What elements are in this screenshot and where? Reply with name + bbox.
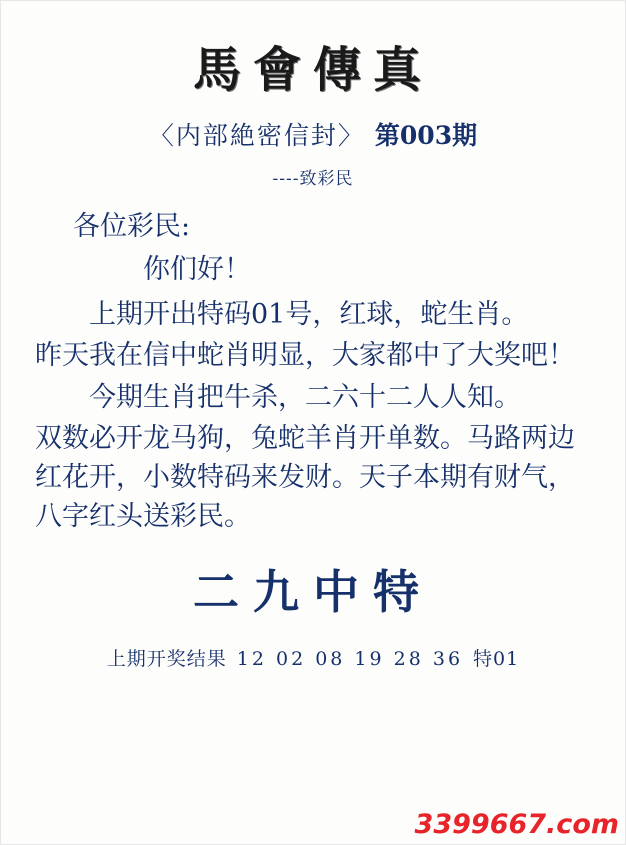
- previous-result-label: 上期开奖结果: [106, 648, 227, 671]
- subtitle-brackets: 〈内部絶密信封〉: [148, 121, 365, 150]
- dedication-line: ----致彩民: [272, 169, 354, 189]
- headline-prediction: 二九中特: [193, 565, 433, 620]
- paragraph-2: 昨天我在信中蛇肖明显，大家都中了大奖吧！: [35, 340, 575, 372]
- paragraph-3: 今期生肖把牛杀，二六十二人人知。: [89, 381, 521, 413]
- paragraph-1: 上期开出特码01号，红球，蛇生肖。: [89, 299, 529, 331]
- previous-result-numbers: 12 02 08 19 28 36: [236, 648, 464, 671]
- hello-line: 你们好！: [143, 254, 251, 286]
- previous-result-special: 特01: [473, 648, 520, 671]
- page-title: 馬會傳真: [192, 42, 433, 98]
- previous-result-row: [1, 644, 625, 671]
- issue-label: 第003期: [374, 121, 478, 150]
- body-text: [35, 207, 591, 536]
- site-watermark: 3399667.com: [414, 809, 619, 840]
- paragraph-4: 双数必开龙马狗，兔蛇羊肖开单数。马路两边红花开，小数特码来发财。天子本期有财气，八字红头送彩民。: [35, 422, 575, 532]
- greeting-line: 各位彩民:: [73, 211, 191, 242]
- subtitle-row: [1, 116, 625, 152]
